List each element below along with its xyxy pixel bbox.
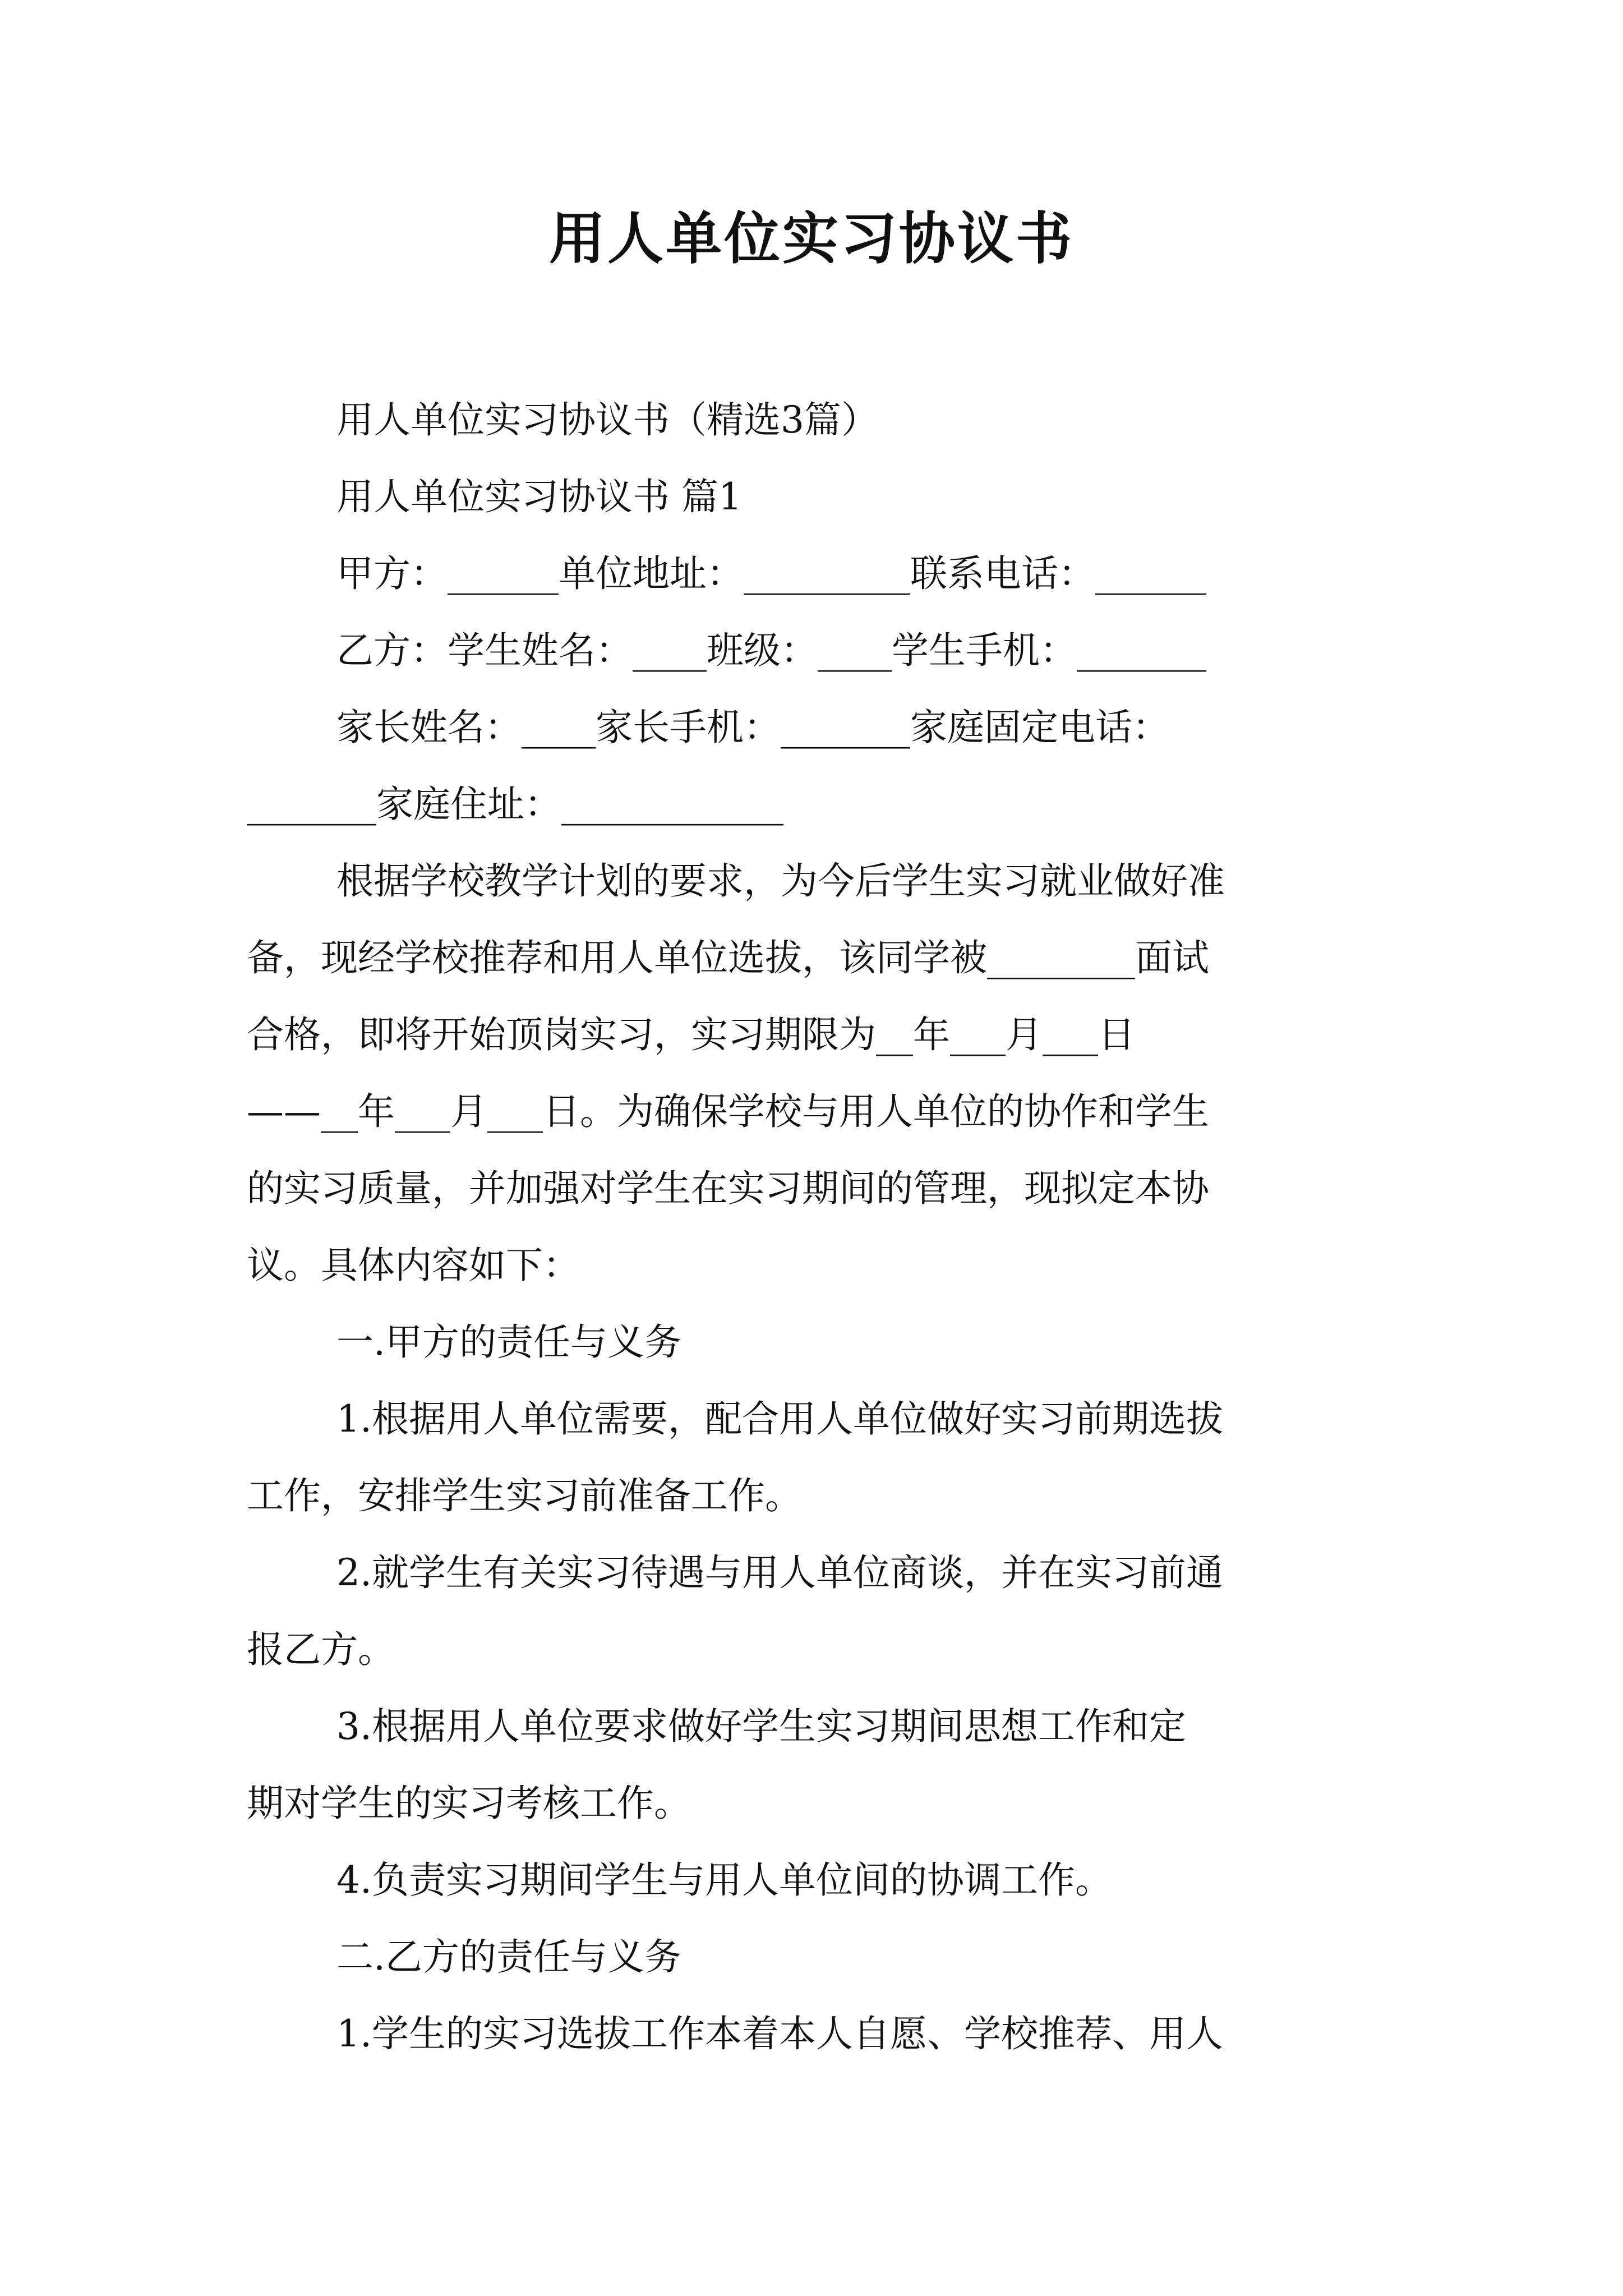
party-b-line: 乙方：学生姓名：____班级：____学生手机：_______ <box>336 629 1206 672</box>
section-heading: 二.乙方的责任与义务 <box>336 1935 681 1978</box>
paragraph-line: 根据学校教学计划的要求，为今后学生实习就业做好准 <box>336 859 1225 903</box>
clause-line: 工作，安排学生实习前准备工作。 <box>247 1474 802 1517</box>
party-a-line: 甲方：______单位地址：_________联系电话：______ <box>336 552 1206 595</box>
clause-line: 期对学生的实习考核工作。 <box>247 1782 691 1825</box>
clause-line: 2.就学生有关实习待遇与用人单位商谈，并在实习前通 <box>336 1551 1223 1594</box>
clause-line: 1.根据用人单位需要，配合用人单位做好实习前期选拔 <box>336 1397 1223 1441</box>
paragraph-line: ——__年___月___日。为确保学校与用人单位的协作和学生 <box>247 1090 1209 1133</box>
paragraph-line: 议。具体内容如下： <box>247 1244 580 1287</box>
paragraph-line: 备，现经学校推荐和用人单位选拔，该同学被________面试 <box>247 936 1209 979</box>
parent-info-line: 家长姓名：____家长手机：_______家庭固定电话： <box>336 706 1169 749</box>
clause-line: 3.根据用人单位要求做好学生实习期间思想工作和定 <box>336 1705 1186 1748</box>
paragraph-line: 的实习质量，并加强对学生在实习期间的管理，现拟定本协 <box>247 1167 1209 1210</box>
section-heading: 一.甲方的责任与义务 <box>336 1320 681 1364</box>
paragraph-line: 合格，即将开始顶岗实习，实习期限为__年___月___日 <box>247 1013 1135 1056</box>
clause-line: 报乙方。 <box>247 1628 395 1671</box>
clause-line: 4.负责实习期间学生与用人单位间的协调工作。 <box>336 1858 1112 1902</box>
clause-line: 1.学生的实习选拔工作本着本人自愿、学校推荐、用人 <box>336 2012 1223 2055</box>
section-heading: 用人单位实习协议书 篇1 <box>336 475 742 518</box>
document-title: 用人单位实习协议书 <box>549 205 1074 272</box>
subtitle-line: 用人单位实习协议书（精选3篇） <box>336 398 878 441</box>
address-line: _______家庭住址：____________ <box>247 783 783 826</box>
